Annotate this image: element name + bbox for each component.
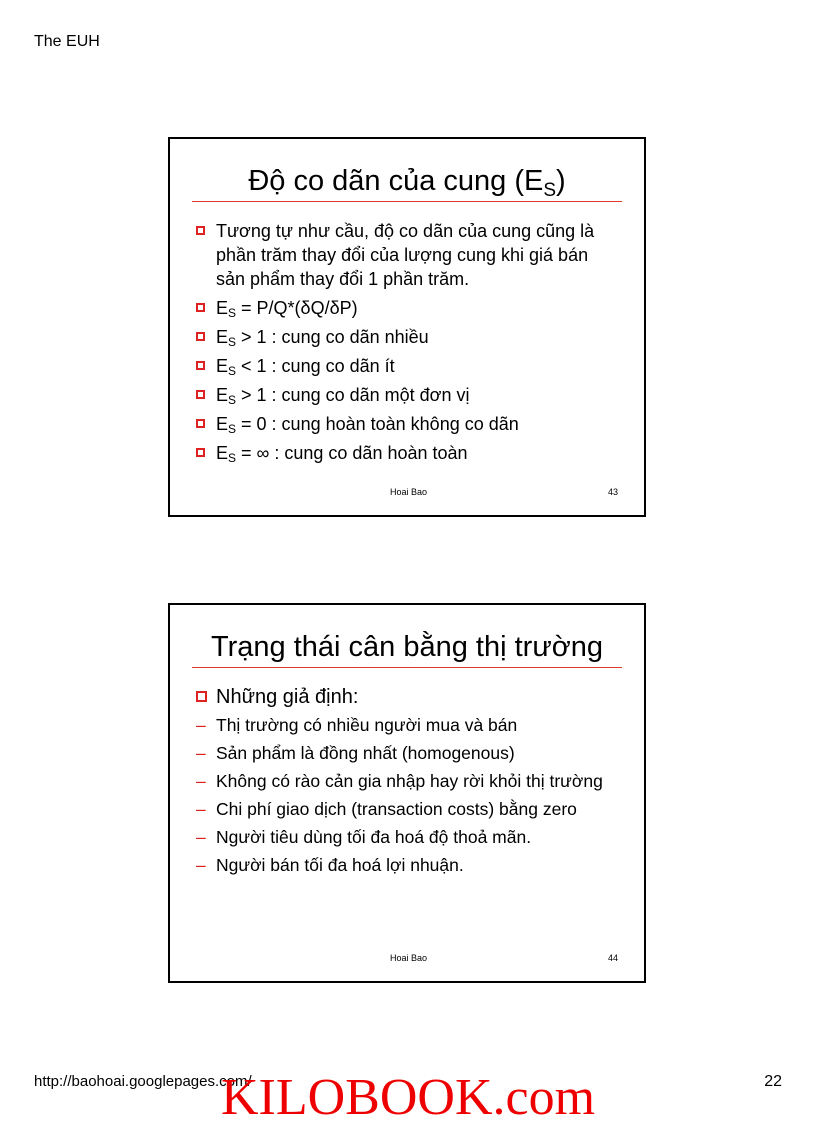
bullet-item: Những giả định:: [196, 685, 622, 709]
watermark-logo: KILOBOOK.com: [220, 1069, 596, 1126]
formula-item: $E_S > 1$ : cung co dãn một đơn vị: [196, 383, 622, 407]
formula-item: $E_S < 1$ : cung co dãn ít: [196, 354, 622, 378]
sub-item: – Thị trường có nhiều người mua và bán: [196, 715, 518, 735]
bullet-list: [196, 685, 622, 882]
page-number: 22: [764, 1073, 782, 1090]
formula-item: $E_S = P/Q*(\delta Q/\delta P)$: [196, 296, 622, 320]
bullet-item: Tương tự như cầu, độ co dãn của cung cũng là phần trăm thay đổi của lượng cung khi giá bán sản phẩm thay đổi 1 phần trăm.: [196, 219, 622, 291]
checkbox-bullet-icon: [196, 448, 205, 457]
checkbox-bullet-icon: [196, 361, 205, 370]
title-underline: [192, 667, 622, 668]
page-header: The EUH: [34, 33, 100, 50]
checkbox-bullet-icon: [196, 691, 207, 702]
slide-43: [168, 137, 646, 517]
slide-number: 44: [607, 953, 618, 963]
sub-item: – Chi phí giao dịch (transaction costs) bằng zero: [196, 799, 577, 819]
sub-item: – Người tiêu dùng tối đa hoá độ thoả mãn.: [196, 827, 532, 847]
checkbox-bullet-icon: [196, 390, 205, 399]
checkbox-bullet-icon: [196, 303, 205, 312]
slide-title: Độ co dãn của cung $(E_S)$: [248, 165, 566, 201]
slide-title: Trạng thái cân bằng thị trường: [210, 631, 604, 663]
slide-author: Hoai Bao: [390, 953, 428, 963]
checkbox-bullet-icon: [196, 419, 205, 428]
footer-url[interactable]: http://baohoai.googlepages.com/: [34, 1073, 252, 1090]
title-underline: [192, 201, 622, 202]
checkbox-bullet-icon: [196, 226, 205, 235]
sub-list: [196, 714, 622, 877]
checkbox-bullet-icon: [196, 332, 205, 341]
slide-author: Hoai Bao: [390, 487, 428, 497]
bullet-list: [196, 219, 622, 470]
formula-item: $E_S > 1$ : cung co dãn nhiều: [196, 325, 622, 349]
formula-item: $E_S$ = ∞ : cung co dãn hoàn toàn: [196, 441, 622, 465]
sub-item: – Không có rào cản gia nhập hay rời khỏi thị trường: [196, 771, 603, 791]
formula-item: $E_S = 0$ : cung hoàn toàn không co dãn: [196, 412, 622, 436]
slide-number: 43: [607, 487, 618, 497]
sub-item: – Người bán tối đa hoá lợi nhuận.: [196, 855, 464, 875]
sub-item: – Sản phẩm là đồng nhất (homogenous): [196, 743, 515, 763]
slide-44: [168, 603, 646, 983]
